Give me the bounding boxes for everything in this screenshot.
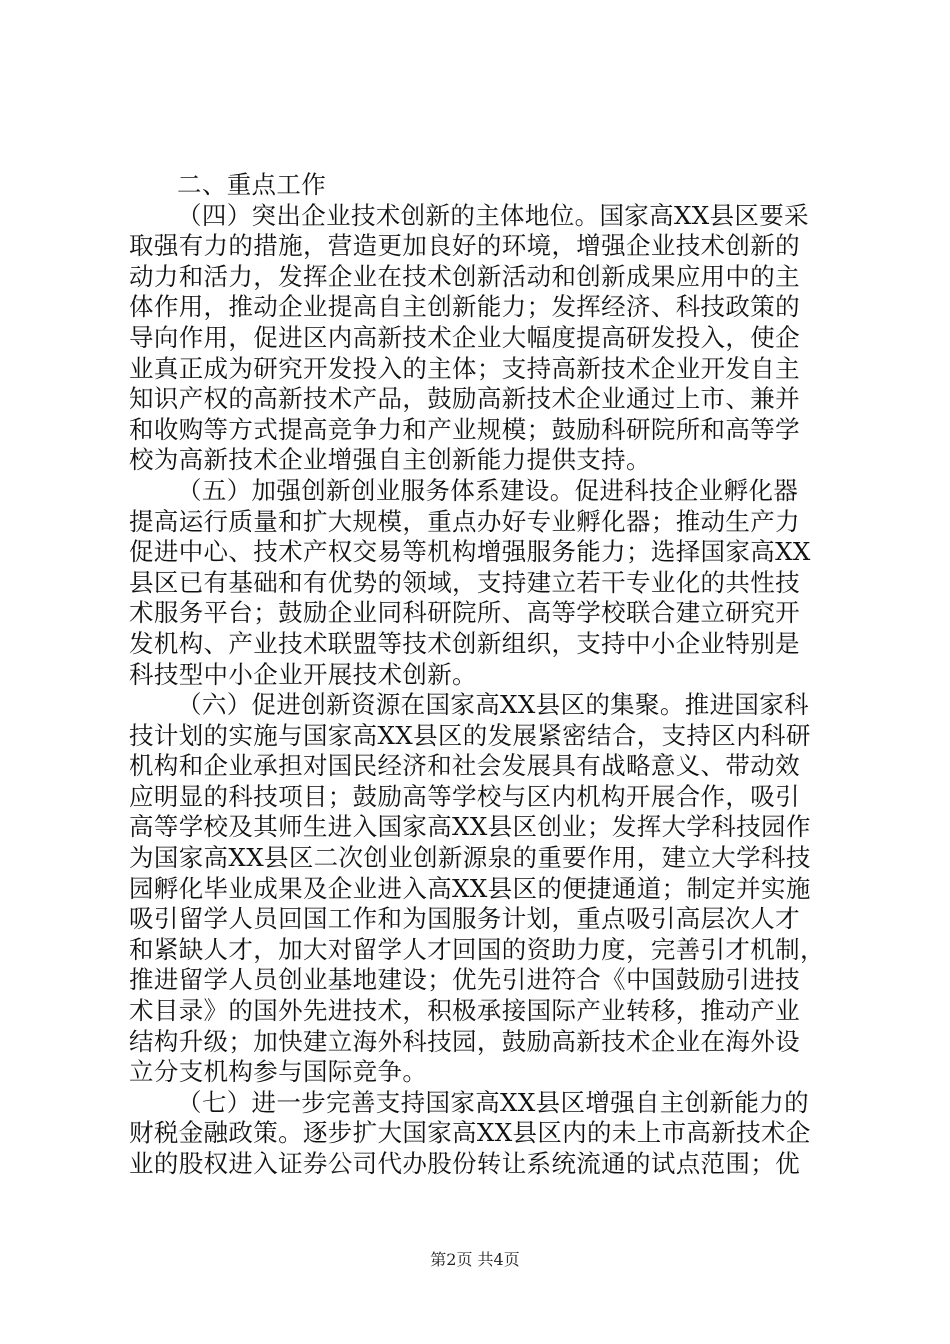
paragraph-line: 推进留学人员创业基地建设；优先引进符合《中国鼓励引进技: [129, 965, 800, 995]
paragraph-line: 立分支机构参与国际竞争。: [129, 1057, 428, 1087]
paragraph-6: [129, 690, 829, 1088]
paragraph-line: （五）加强创新创业服务体系建设。促进科技企业孵化器: [177, 475, 799, 505]
paragraph-line: 结构升级；加快建立海外科技园，鼓励高新技术企业在海外设: [129, 1026, 800, 1056]
paragraph-line: 应明显的科技项目；鼓励高等学校与区内机构开展合作，吸引: [129, 781, 800, 811]
paragraph-line: 业的股权进入证券公司代办股份转让系统流通的试点范围；优: [129, 1149, 800, 1178]
paragraph-line: 术目录》的国外先进技术，积极承接国际产业转移，推动产业: [129, 996, 800, 1026]
paragraph-4: [129, 201, 829, 476]
document-body: [129, 170, 829, 1180]
paragraph-line: 发机构、产业技术联盟等技术创新组织，支持中小企业特别是: [129, 628, 800, 658]
paragraph-line: 高等学校及其师生进入国家高XX县区创业；发挥大学科技园作: [129, 812, 811, 842]
paragraph-line: 知识产权的高新技术产品，鼓励高新技术企业通过上市、兼并: [129, 384, 800, 414]
paragraph-line: 吸引留学人员回国工作和为国服务计划，重点吸引高层次人才: [129, 904, 800, 934]
paragraph-line: 技计划的实施与国家高XX县区的发展紧密结合，支持区内科研: [129, 720, 811, 750]
paragraph-line: 科技型中小企业开展技术创新。: [129, 659, 477, 689]
paragraph-line: 促进中心、技术产权交易等机构增强服务能力；选择国家高XX: [129, 537, 811, 567]
paragraph-line: 和收购等方式提高竞争力和产业规模；鼓励科研院所和高等学: [129, 414, 800, 444]
paragraph-line: 提高运行质量和扩大规模，重点办好专业孵化器；推动生产力: [129, 506, 800, 536]
paragraph-line: 取强有力的措施，营造更加良好的环境，增强企业技术创新的: [129, 231, 800, 261]
paragraph-7: [129, 1088, 829, 1180]
paragraph-5: [129, 476, 829, 690]
paragraph-line: 体作用，推动企业提高自主创新能力；发挥经济、科技政策的: [129, 292, 800, 322]
paragraph-line: 机构和企业承担对国民经济和社会发展具有战略意义、带动效: [129, 751, 800, 781]
paragraph-line: 动力和活力，发挥企业在技术创新活动和创新成果应用中的主: [129, 261, 800, 291]
paragraph-line: 业真正成为研究开发投入的主体；支持高新技术企业开发自主: [129, 353, 800, 383]
paragraph-line: 县区已有基础和有优势的领域，支持建立若干专业化的共性技: [129, 567, 800, 597]
section-heading: 二、重点工作: [177, 170, 327, 199]
paragraph-line: （七）进一步完善支持国家高XX县区增强自主创新能力的: [177, 1087, 809, 1117]
paragraph-line: 财税金融政策。逐步扩大国家高XX县区内的未上市高新技术企: [129, 1118, 811, 1148]
paragraph-line: 导向作用，促进区内高新技术企业大幅度提高研发投入，使企: [129, 322, 800, 352]
paragraph-line: （四）突出企业技术创新的主体地位。国家高XX县区要采: [177, 200, 809, 230]
paragraph-line: 园孵化毕业成果及企业进入高XX县区的便捷通道；制定并实施: [129, 873, 811, 903]
paragraph-line: 术服务平台；鼓励企业同科研院所、高等学校联合建立研究开: [129, 598, 800, 628]
paragraph-line: 和紧缺人才，加大对留学人才回国的资助力度，完善引才机制，: [129, 934, 825, 964]
paragraph-line: （六）促进创新资源在国家高XX县区的集聚。推进国家科: [177, 690, 809, 720]
page-number-footer: 第2页 共4页: [430, 1250, 520, 1269]
paragraph-line: 为国家高XX县区二次创业创新源泉的重要作用，建立大学科技: [129, 843, 811, 873]
paragraph-line: 校为高新技术企业增强自主创新能力提供支持。: [129, 445, 651, 475]
